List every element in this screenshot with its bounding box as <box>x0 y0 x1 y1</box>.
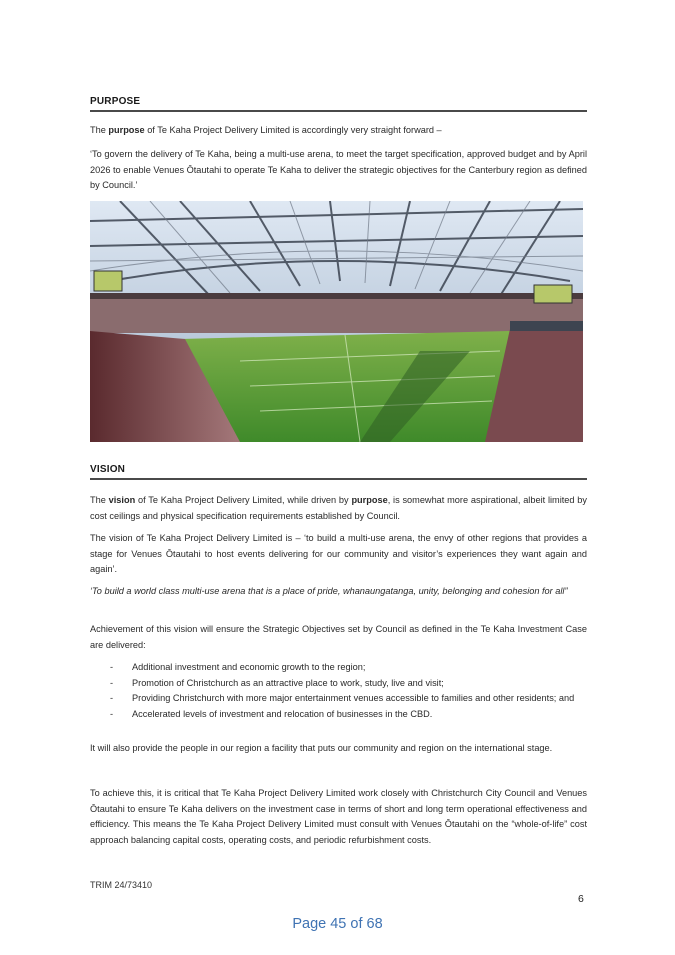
purpose-intro-bold: purpose <box>108 125 145 135</box>
list-item: - Additional investment and economic growth to the region; <box>110 660 587 676</box>
vision-p1-bold-purpose: purpose <box>351 495 388 505</box>
purpose-quote: ‘To govern the delivery of Te Kaha, being a multi-use arena, to meet the target specification, approved budget and by April 2026 to enable Venues Ōtautahi to operate Te Kaha to deliver the strategic objectives for the Canterbury region as defined by Council.’ <box>90 149 587 190</box>
purpose-intro <box>90 123 587 139</box>
list-item: - Providing Christchurch with more major entertainment venues accessible to families and other residents; and <box>110 691 587 707</box>
vision-heading: VISION <box>90 464 587 480</box>
page-number: 6 <box>578 893 584 905</box>
vision-p1-text-c: of Te Kaha Project Delivery Limited, while driven by <box>135 495 352 505</box>
list-item: - Accelerated levels of investment and relocation of businesses in the CBD. <box>110 707 587 723</box>
vision-paragraph-1 <box>90 493 587 524</box>
stadium-interior-render <box>90 201 583 442</box>
vision-statement: ‘To build a world class multi-use arena that is a place of pride, whanaungatanga, unity, belonging and cohesion for all” <box>90 586 568 596</box>
vision-paragraph-5: It will also provide the people in our region a facility that puts our community and region on the international stage. <box>90 743 553 753</box>
vision-p1-text-e: , is somewhat more aspirational, albeit limited by cost ceilings and physical specification requirements established by Council. <box>90 495 588 521</box>
vision-p1-bold-vision: vision <box>108 495 136 505</box>
vision-paragraph-4: Achievement of this vision will ensure the Strategic Objectives set by Council as defined in the Te Kaha Investment Case are delivered: <box>90 624 587 650</box>
stadium-illustration <box>90 201 583 442</box>
trim-reference: TRIM 24/73410 <box>90 880 153 890</box>
list-item: - Promotion of Christchurch as an attractive place to work, study, live and visit; <box>110 676 587 692</box>
vision-p1-text-a: The <box>90 495 109 505</box>
purpose-intro-text: The <box>90 125 109 135</box>
vision-paragraph-6: To achieve this, it is critical that Te Kaha Project Delivery Limited work closely with Christchurch City Council and Venues Ōtautahi to ensure Te Kaha delivers on the investment case in terms of short and long term operational effectiveness and efficiency. This means the Te Kaha Project Delivery Limited must consult with Venues Ōtautahi on the “whole-of-life” cost approach balancing capital costs, operating costs, and periodic refurbishment costs. <box>90 788 587 845</box>
page-of-footer: Page 45 of 68 <box>292 916 383 932</box>
strategic-objectives-list <box>110 660 587 722</box>
vision-paragraph-2: The vision of Te Kaha Project Delivery Limited is – ‘to build a multi-use arena, the envy of other regions that provides a stage for Venues Ōtautahi to host events delivering for our community and visitor’s experiences they want again and again’. <box>90 533 587 574</box>
purpose-intro-text-end: of Te Kaha Project Delivery Limited is accordingly very straight forward – <box>144 125 442 135</box>
purpose-heading: PURPOSE <box>90 96 587 112</box>
